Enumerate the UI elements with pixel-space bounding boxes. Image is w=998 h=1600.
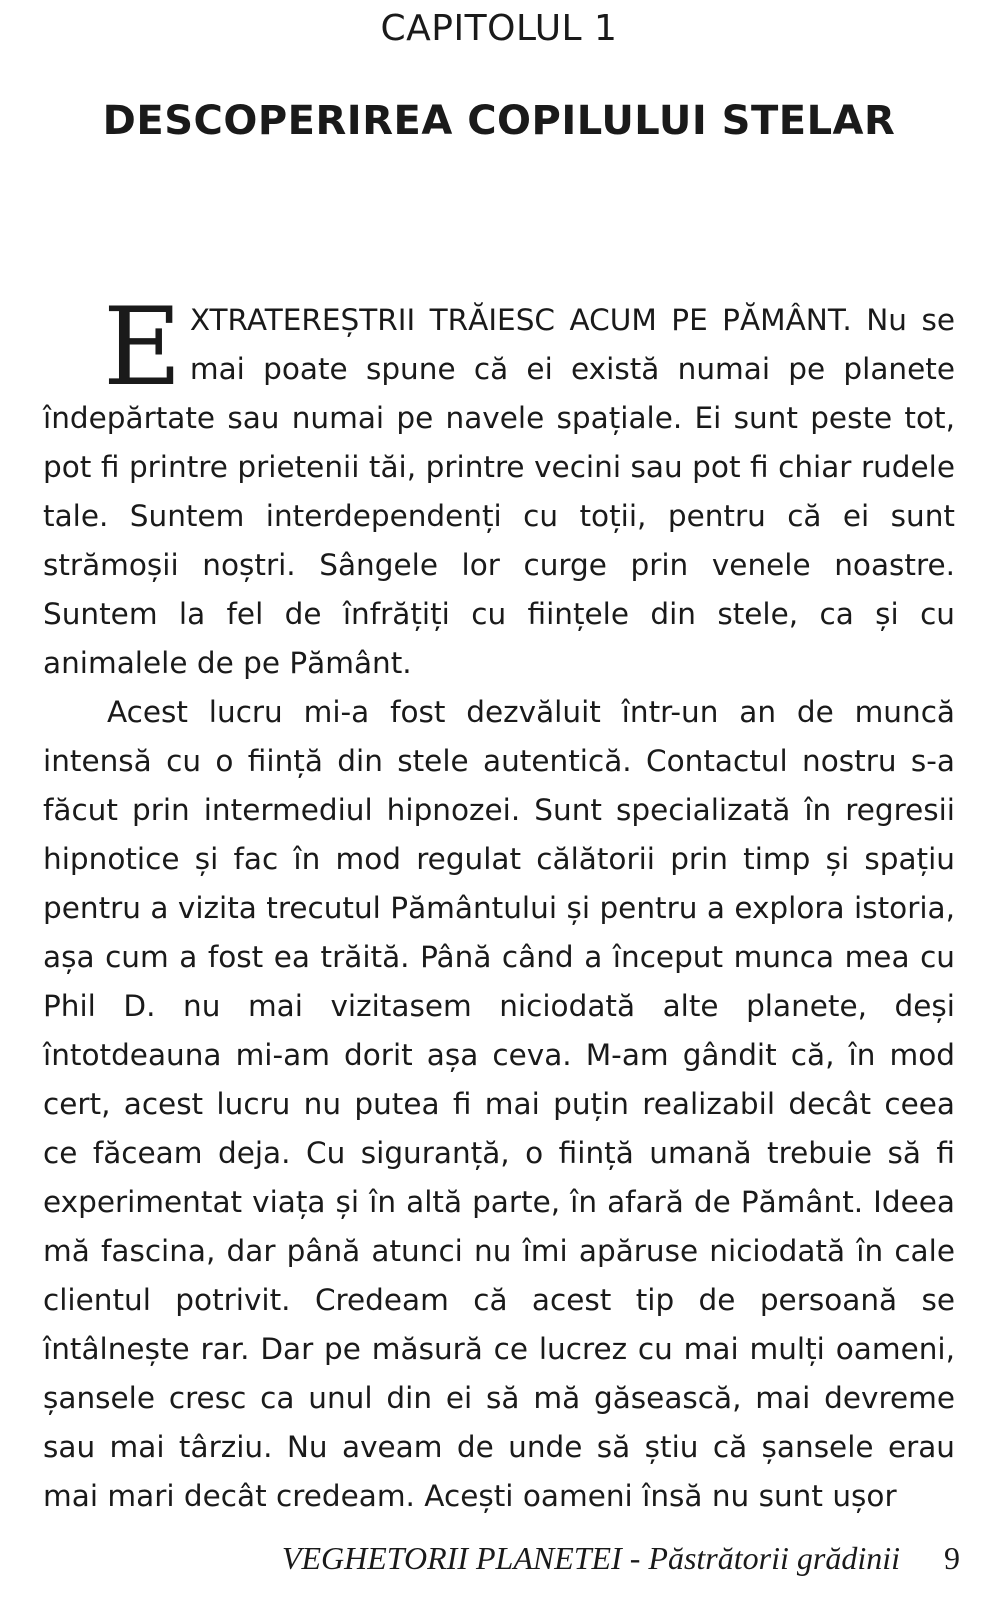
paragraph-1-text: XTRATEREȘTRII TRĂIESC ACUM PE PĂMÂNT. Nu se mai poate spune că ei există numai pe planete îndepărtate sau numai pe navele spațiale. Ei sunt peste tot, pot fi printre prietenii tăi, printre vecini sau pot fi chiar rudele tale. Suntem interdependenți cu toții, pentru că ei sunt strămoșii noștri. Sângele lor curge prin venele noastre. Suntem la fel de înfrățiți cu ființele din stele, ca și cu animalele de pe Pământ.: [43, 303, 955, 680]
paragraph-1: [43, 285, 955, 688]
body-text: [43, 285, 955, 1521]
chapter-title: DESCOPERIREA COPILULUI STELAR: [102, 98, 896, 144]
chapter-label: CAPITOLUL 1: [380, 8, 618, 49]
running-title: VEGHETORII PLANETEI - Păstrătorii grădinii: [281, 1540, 900, 1576]
page-number: 9: [944, 1540, 960, 1576]
paragraph-2: Acest lucru mi-a fost dezvăluit într-un an de muncă intensă cu o ființă din stele autentică. Contactul nostru s-a făcut prin intermediul hipnozei. Sunt specializată în regresii hipnotice și fac în mod regulat călătorii prin timp și spațiu pentru a vizita trecutul Pământului și pentru a explora istoria, așa cum a fost ea trăită. Până când a început munca mea cu Phil D. nu mai vizitasem niciodată alte planete, deși întotdeauna mi-am dorit așa ceva. M-am gândit că, în mod cert, acest lucru nu putea fi mai puțin realizabil decât ceea ce făceam deja. Cu siguranță, o ființă umană trebuie să fi experimentat viața și în altă parte, în afară de Pământ. Ideea mă fascina, dar până atunci nu îmi apăruse niciodată în cale clientul potrivit. Credeam că acest tip de persoană se întâlnește rar. Dar pe măsură ce lucrez cu mai mulți oameni, șansele cresc ca unul din ei să mă găsească, mai devreme sau mai târziu. Nu aveam de unde să știu că șansele erau mai mari decât credeam. Acești oameni însă nu sunt ușor: [43, 695, 955, 1513]
page-footer: [0, 1540, 998, 1590]
drop-cap: E: [103, 285, 182, 410]
